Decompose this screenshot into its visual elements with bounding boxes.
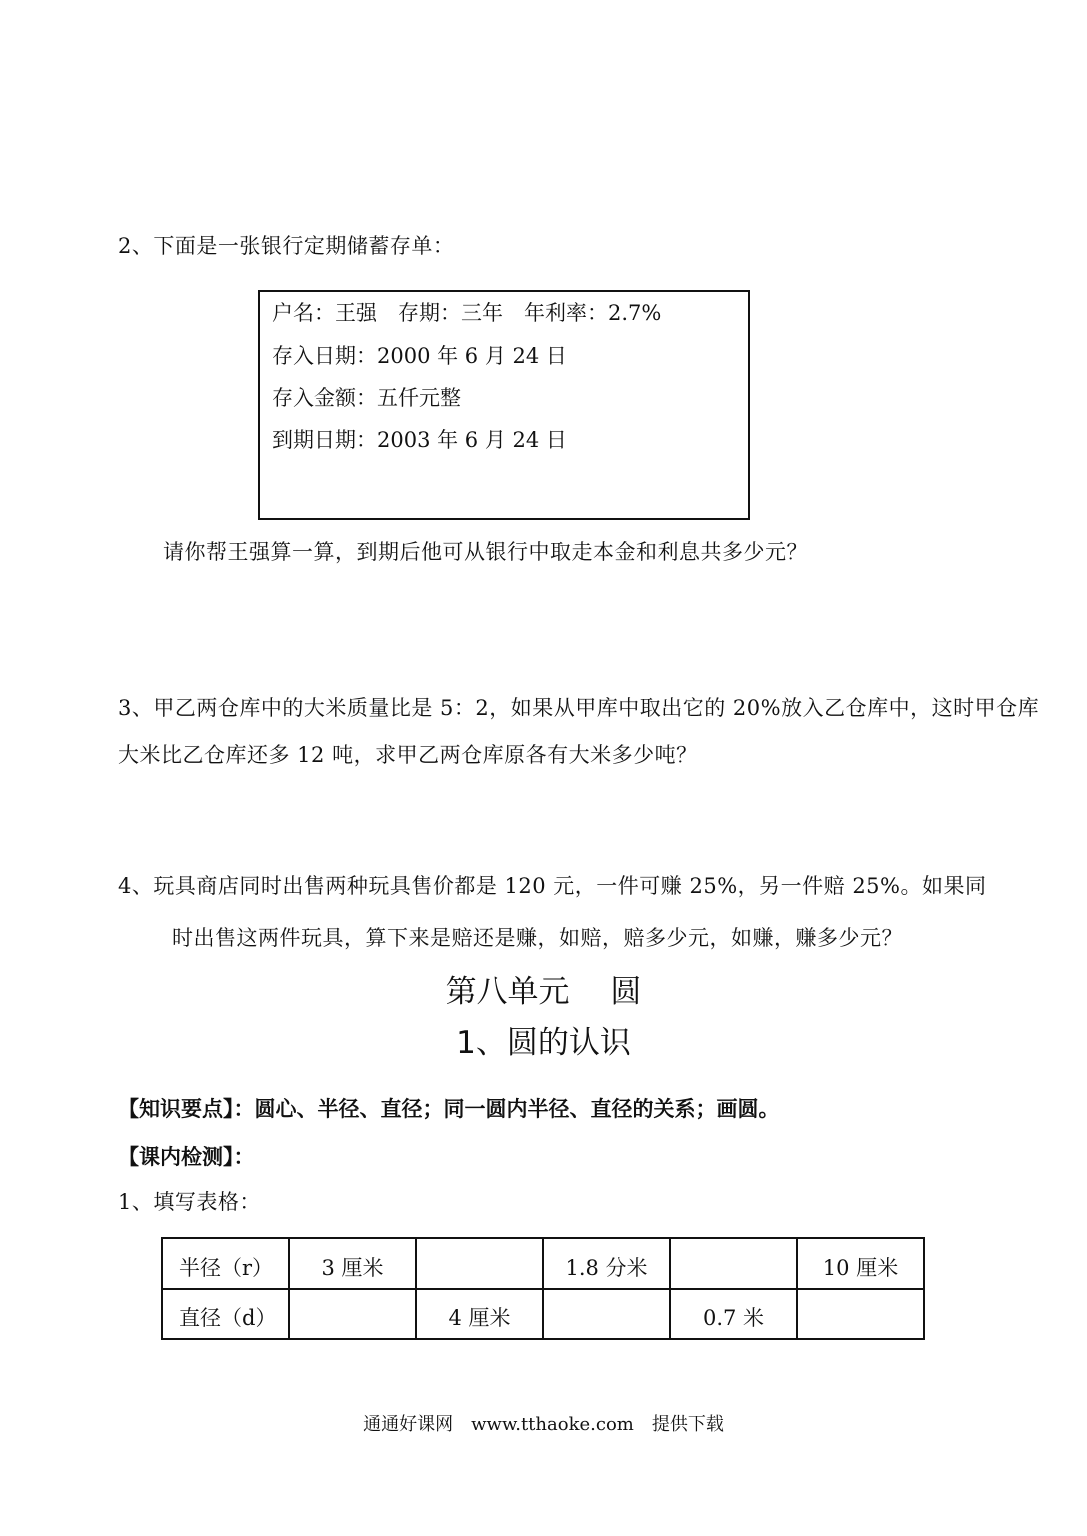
q2-question: 请你帮王强算一算，到期后他可从银行中取走本金和利息共多少元？ [163, 540, 808, 564]
table-cell: 半径（r） [162, 1238, 289, 1289]
table-cell: 0.7 米 [670, 1289, 797, 1340]
q2-intro: 2、下面是一张银行定期储蓄存单： [118, 234, 455, 258]
slip-line-due-date: 到期日期：2003 年 6 月 24 日 [272, 428, 567, 452]
in-class-test-heading: 【课内检测】： [118, 1145, 255, 1169]
radius-diameter-table [161, 1237, 925, 1340]
table-cell: 3 厘米 [289, 1238, 416, 1289]
q3-line1: 3、甲乙两仓库中的大米质量比是 5：2，如果从甲库中取出它的 20%放入乙仓库中，这时甲仓库 [118, 696, 1040, 720]
deposit-slip-box [258, 290, 750, 520]
q4-line1: 4、玩具商店同时出售两种玩具售价都是 120 元，一件可赚 25%，另一件赔 25%。如果同 [118, 874, 987, 898]
knowledge-points: 【知识要点】：圆心、半径、直径；同一圆内半径、直径的关系；画圆。 [118, 1097, 780, 1121]
table-cell [543, 1289, 670, 1340]
slip-line-deposit-date: 存入日期：2000 年 6 月 24 日 [272, 344, 567, 368]
table-cell: 1.8 分米 [543, 1238, 670, 1289]
table-cell [416, 1238, 543, 1289]
task1-label: 1、填写表格： [118, 1190, 261, 1214]
table-cell: 10 厘米 [797, 1238, 924, 1289]
table-cell [289, 1289, 416, 1340]
table-cell [670, 1238, 797, 1289]
table-cell: 4 厘米 [416, 1289, 543, 1340]
slip-line-account: 户名：王强 存期：三年 年利率：2.7% [272, 301, 662, 325]
table-cell: 直径（d） [162, 1289, 289, 1340]
q3-line2: 大米比乙仓库还多 12 吨，求甲乙两仓库原各有大米多少吨？ [118, 743, 698, 767]
unit-title: 第八单元 圆 [445, 974, 642, 1010]
table-row-radius [162, 1238, 924, 1289]
footer-source: 通通好课网 www.tthaoke.com 提供下载 [363, 1414, 724, 1435]
lesson-title: 1、圆的认识 [456, 1025, 631, 1061]
table-row-diameter [162, 1289, 924, 1340]
table-cell [797, 1289, 924, 1340]
q4-line2: 时出售这两件玩具，算下来是赔还是赚，如赔，赔多少元，如赚，赚多少元？ [172, 926, 903, 950]
slip-line-amount: 存入金额：五仟元整 [272, 386, 461, 410]
